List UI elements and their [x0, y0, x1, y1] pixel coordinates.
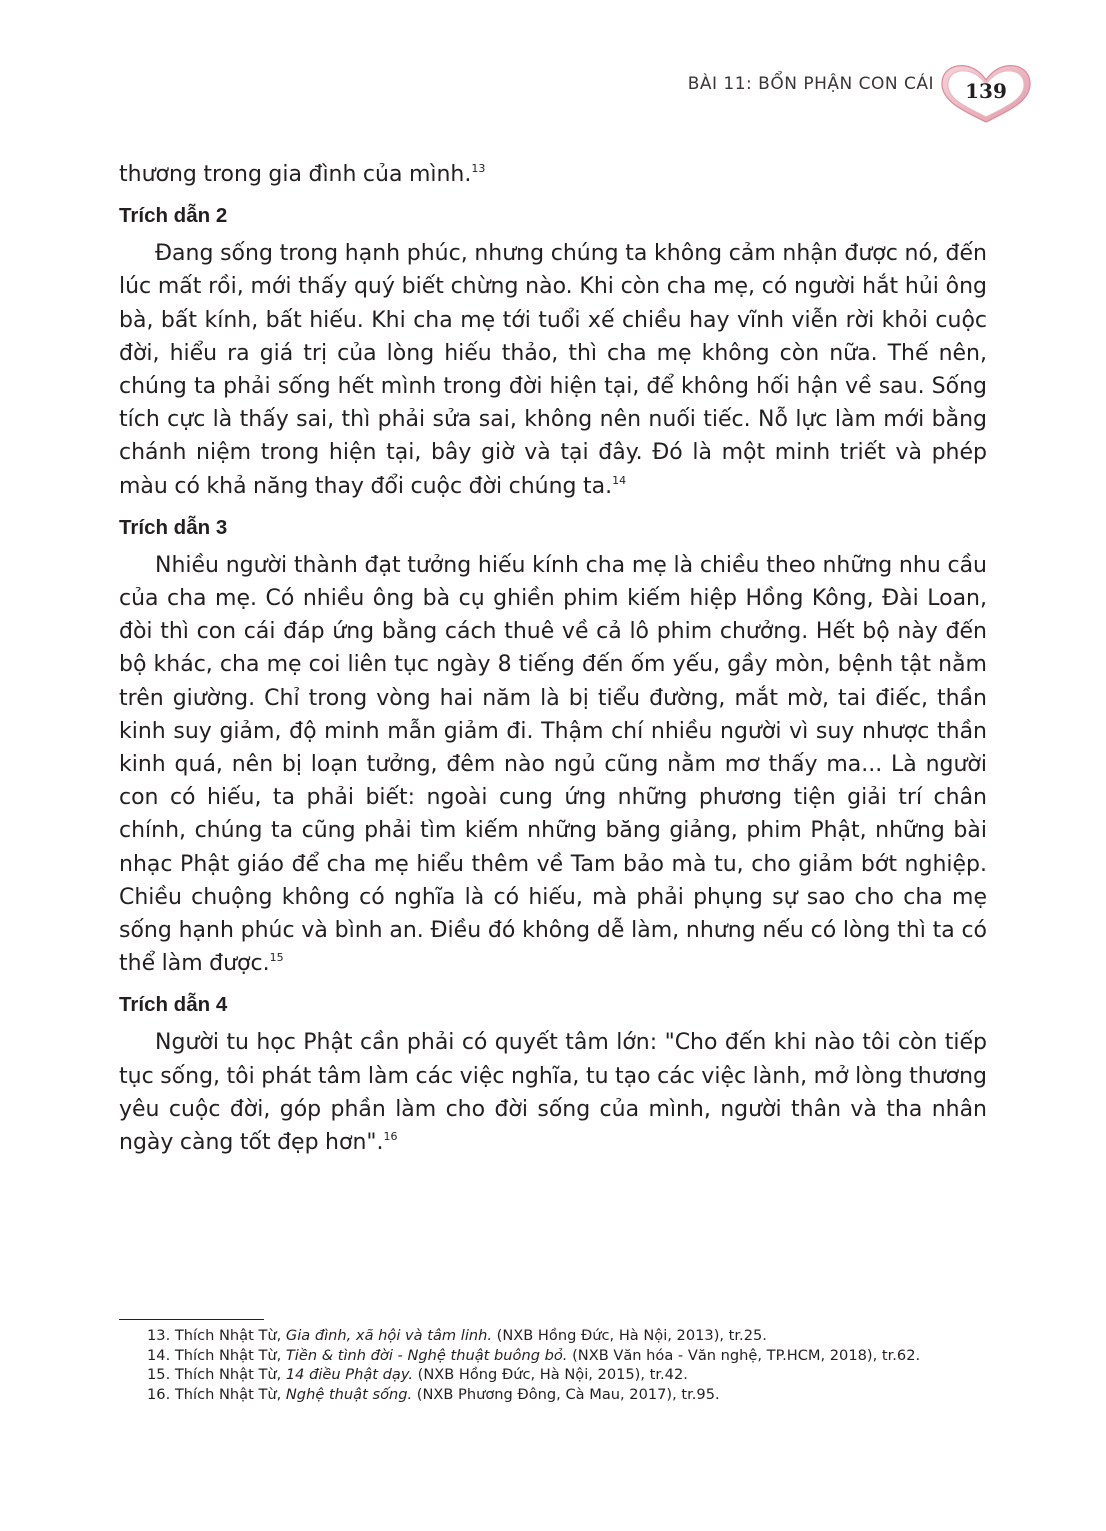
- paragraph-text: Nhiều người thành đạt tưởng hiếu kính cha mẹ là chiều theo những nhu cầu của cha mẹ. Có nhiều ông bà cụ ghiền phim kiếm hiệp Hồng Kông, Đài Loan, đòi thì con cái đáp ứng bằng cách thuê về cả lô phim chưởng. Hết bộ này đến bộ khác, cha mẹ coi liên tục ngày 8 tiếng đến ốm yếu, gầy mòn, bệnh tật nằm trên giường. Chỉ trong vòng hai năm là bị tiểu đường, mắt mờ, tai điếc, thần kinh suy giảm, độ minh mẫn giảm đi. Thậm chí nhiều người vì suy nhược thần kinh quá, nên bị loạn tưởng, đêm nào ngủ cũng nằm mơ thấy ma... Là người con có hiếu, ta phải biết: ngoài cung ứng những phương tiện giải trí chân chính, chúng ta cũng phải tìm kiếm những băng giảng, phim Phật, những bài nhạc Phật giáo để cha mẹ hiểu thêm về Tam bảo mà tu, cho giảm bớt nghiệp. Chiều chuộng không có nghĩa là có hiếu, mà phải phụng sự sao cho cha mẹ sống hạnh phúc và bình an. Điều đó không dễ làm, nhưng nếu có lòng thì ta có thể làm được.: [119, 552, 987, 977]
- footnote-number: 16. Thích Nhật Từ,: [147, 1385, 286, 1403]
- section-paragraph: [119, 237, 987, 503]
- footnotes: [119, 1326, 987, 1404]
- footnote-number: 15. Thích Nhật Từ,: [147, 1366, 286, 1383]
- section-paragraph: [119, 549, 987, 981]
- footnote-title: Tiền & tình đời - Nghệ thuật buông bỏ.: [285, 1346, 568, 1364]
- quote-section: [119, 201, 987, 503]
- page-number-badge: [936, 60, 1036, 126]
- section-paragraph: [119, 1026, 987, 1159]
- footnote-source: (NXB Hồng Đức, Hà Nội, 2015), tr.42.: [413, 1366, 688, 1383]
- quote-section: [119, 990, 987, 1159]
- footnote-number: 13. Thích Nhật Từ,: [147, 1327, 286, 1344]
- footnote-title: 14 điều Phật dạy.: [285, 1366, 413, 1383]
- footnote-source: (NXB Hồng Đức, Hà Nội, 2013), tr.25.: [492, 1327, 767, 1344]
- section-heading: Trích dẫn 2: [119, 204, 228, 228]
- quote-section: [119, 513, 987, 981]
- section-heading: Trích dẫn 3: [119, 515, 228, 539]
- footnote: [119, 1385, 987, 1405]
- footnote-source: (NXB Phương Đông, Cà Mau, 2017), tr.95.: [412, 1385, 720, 1403]
- footnote-divider: [119, 1319, 264, 1320]
- footnote-ref: 16: [383, 1130, 398, 1144]
- intro-paragraph: [119, 158, 987, 191]
- running-title: BÀI 11: BỔN PHẬN CON CÁI: [687, 74, 934, 94]
- page-number: 139: [965, 79, 1007, 103]
- section-heading: Trích dẫn 4: [119, 993, 228, 1017]
- footnote: [119, 1326, 987, 1346]
- intro-text: thương trong gia đình của mình.: [119, 162, 472, 187]
- footnote-ref: 15: [269, 951, 284, 965]
- footnote-source: (NXB Văn hóa - Văn nghệ, TP.HCM, 2018), tr.62.: [567, 1346, 921, 1364]
- paragraph-text: Đang sống trong hạnh phúc, nhưng chúng ta không cảm nhận được nó, đến lúc mất rồi, mới thấy quý biết chừng nào. Khi còn cha mẹ, có người hắt hủi ông bà, bất kính, bất hiếu. Khi cha mẹ tới tuổi xế chiều hay vĩnh viễn rời khỏi cuộc đời, hiểu ra giá trị của lòng hiếu thảo, thì cha mẹ không còn nữa. Thế nên, chúng ta phải sống hết mình trong đời hiện tại, để không hối hận về sau. Sống tích cực là thấy sai, thì phải sửa sai, không nên nuối tiếc. Nỗ lực làm mới bằng chánh niệm trong hiện tại, bây giờ và tại đây. Đó là một minh triết và phép màu có khả năng thay đổi cuộc đời chúng ta.: [119, 241, 987, 499]
- footnote: [119, 1346, 987, 1366]
- footnote-title: Gia đình, xã hội và tâm linh.: [285, 1327, 493, 1344]
- main-content: [119, 158, 987, 1159]
- footnote-ref: 14: [612, 473, 627, 487]
- footnote: [119, 1365, 987, 1385]
- paragraph-text: Người tu học Phật cần phải có quyết tâm lớn: "Cho đến khi nào tôi còn tiếp tục sống, tôi phát tâm làm các việc nghĩa, tu tạo các việc lành, mở lòng thương yêu cuộc đời, góp phần làm cho đời sống của mình, người thân và tha nhân ngày càng tốt đẹp hơn".: [119, 1030, 987, 1156]
- footnote-ref: 13: [471, 162, 486, 175]
- footnote-title: Nghệ thuật sống.: [285, 1385, 413, 1403]
- footnote-number: 14. Thích Nhật Từ,: [147, 1346, 286, 1364]
